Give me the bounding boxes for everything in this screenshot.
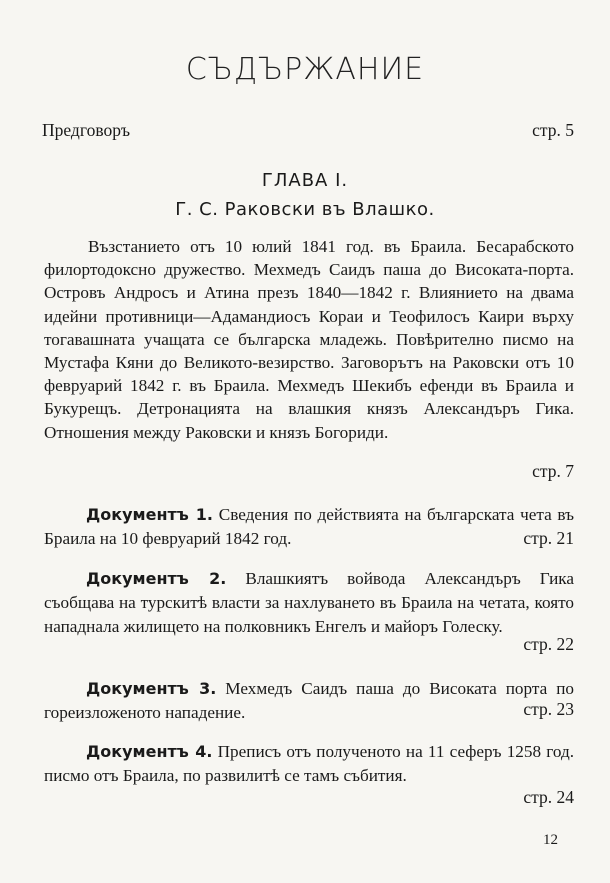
preface-label: Предговоръ [42,120,131,140]
document-entry-4 [44,740,574,788]
document-label: Документъ 4. [86,742,213,761]
chapter-title: Г. С. Раковски въ Влашко. [175,199,435,220]
chapter-heading: ГЛАВА I. [261,170,349,191]
page-number: 12 [543,832,558,848]
document-entry-1 [44,503,574,551]
document-label: Документъ 2. [86,569,227,588]
chapter-page-ref: стр. 7 [532,461,574,481]
chapter-summary: Възстанието отъ 10 юлий 1841 год. въ Браила. Бесарабското филортодоксно дружество. Мехмедъ Саидъ паша до Високата-порта. Островъ Андросъ и Атина презъ 1840—1842 г. Влиянието на двама идейни противници—Адамандиосъ Кораи и Теофилосъ Каири върху тогавашната учащата се българска младежь. Повѣрително писмо на Мустафа Кяни до Великото-везирство. Заговорътъ на Раковски отъ 10 февруарий 1842 г. въ Браила. Мехмедъ Шекибъ ефенди въ Браила и Букурещъ. Детронацията на влашкия князъ Александъръ Гика. Отношения между Раковски и князъ Богориди. [44,237,574,442]
document-entry-2 [44,567,574,639]
document-entry-3 [44,677,574,725]
document-text: Мехмедъ Саидъ паша до Високата порта по гореизложеното нападение. [44,679,574,722]
document-text: Влашкиятъ войвода Александъръ Гика съобщава на турскитѣ власти за нахлуването въ Браила на четата, която нападнала жилището на полковникъ Енгелъ и майоръ Голеску. [44,569,574,636]
document-page-ref-4: стр. 24 [523,787,574,807]
document-text: Преписъ отъ полученото на 11 сеферъ 1258 год. писмо отъ Браила, по развилитѣ се тамъ събития. [44,742,575,785]
page-title: СЪДЪРЖАНИЕ [185,52,425,87]
preface-page-ref: стр. 5 [532,120,574,140]
document-label: Документъ 1. [86,505,214,524]
document-page-ref-3: стр. 23 [523,699,574,719]
document-label: Документъ 3. [86,679,217,698]
document-page-ref-2: стр. 22 [523,634,574,654]
document-page-ref-1: стр. 21 [523,528,574,548]
document-text: Сведения по действията на българската чета въ Браила на 10 февруарий 1842 год. [44,505,574,548]
